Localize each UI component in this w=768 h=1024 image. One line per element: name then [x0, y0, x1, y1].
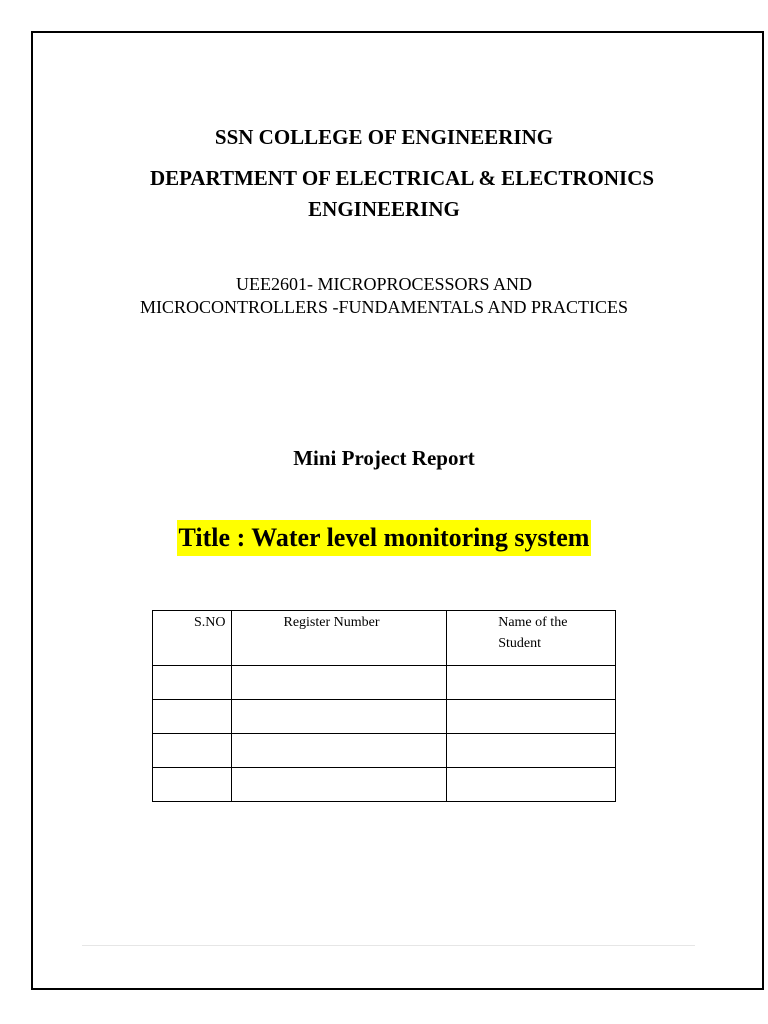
table-row	[153, 768, 616, 802]
department-name-line1: DEPARTMENT OF ELECTRICAL & ELECTRONICS	[149, 166, 655, 190]
student-table	[152, 610, 616, 802]
table-row	[153, 734, 616, 768]
table-row	[153, 666, 616, 700]
cell-student-name[interactable]	[447, 666, 616, 700]
project-title: Title : Water level monitoring system	[177, 520, 592, 556]
cell-student-name[interactable]	[447, 734, 616, 768]
cell-sno[interactable]	[153, 666, 232, 700]
header-sno: S.NO	[153, 611, 232, 666]
cell-register-number[interactable]	[232, 666, 447, 700]
course-title-line2: MICROCONTROLLERS -FUNDAMENTALS AND PRACTICES	[139, 297, 629, 317]
header-student-name-line2: Student	[498, 636, 541, 651]
cell-sno[interactable]	[153, 768, 232, 802]
department-name-line2: ENGINEERING	[308, 197, 460, 221]
table-header-row	[153, 611, 616, 666]
course-title-line1: UEE2601- MICROPROCESSORS AND	[235, 274, 533, 294]
college-name: SSN COLLEGE OF ENGINEERING	[214, 125, 554, 149]
cell-student-name[interactable]	[447, 768, 616, 802]
table-row	[153, 700, 616, 734]
cell-register-number[interactable]	[232, 734, 447, 768]
header-student-name	[447, 611, 616, 666]
cell-student-name[interactable]	[447, 700, 616, 734]
header-student-name-line1: Name of the	[498, 615, 568, 630]
cell-sno[interactable]	[153, 734, 232, 768]
cell-sno[interactable]	[153, 700, 232, 734]
footer-divider	[82, 945, 695, 946]
title-wrapper	[0, 520, 768, 556]
cell-register-number[interactable]	[232, 700, 447, 734]
cell-register-number[interactable]	[232, 768, 447, 802]
report-type: Mini Project Report	[293, 446, 475, 470]
header-register-number: Register Number	[232, 611, 447, 666]
